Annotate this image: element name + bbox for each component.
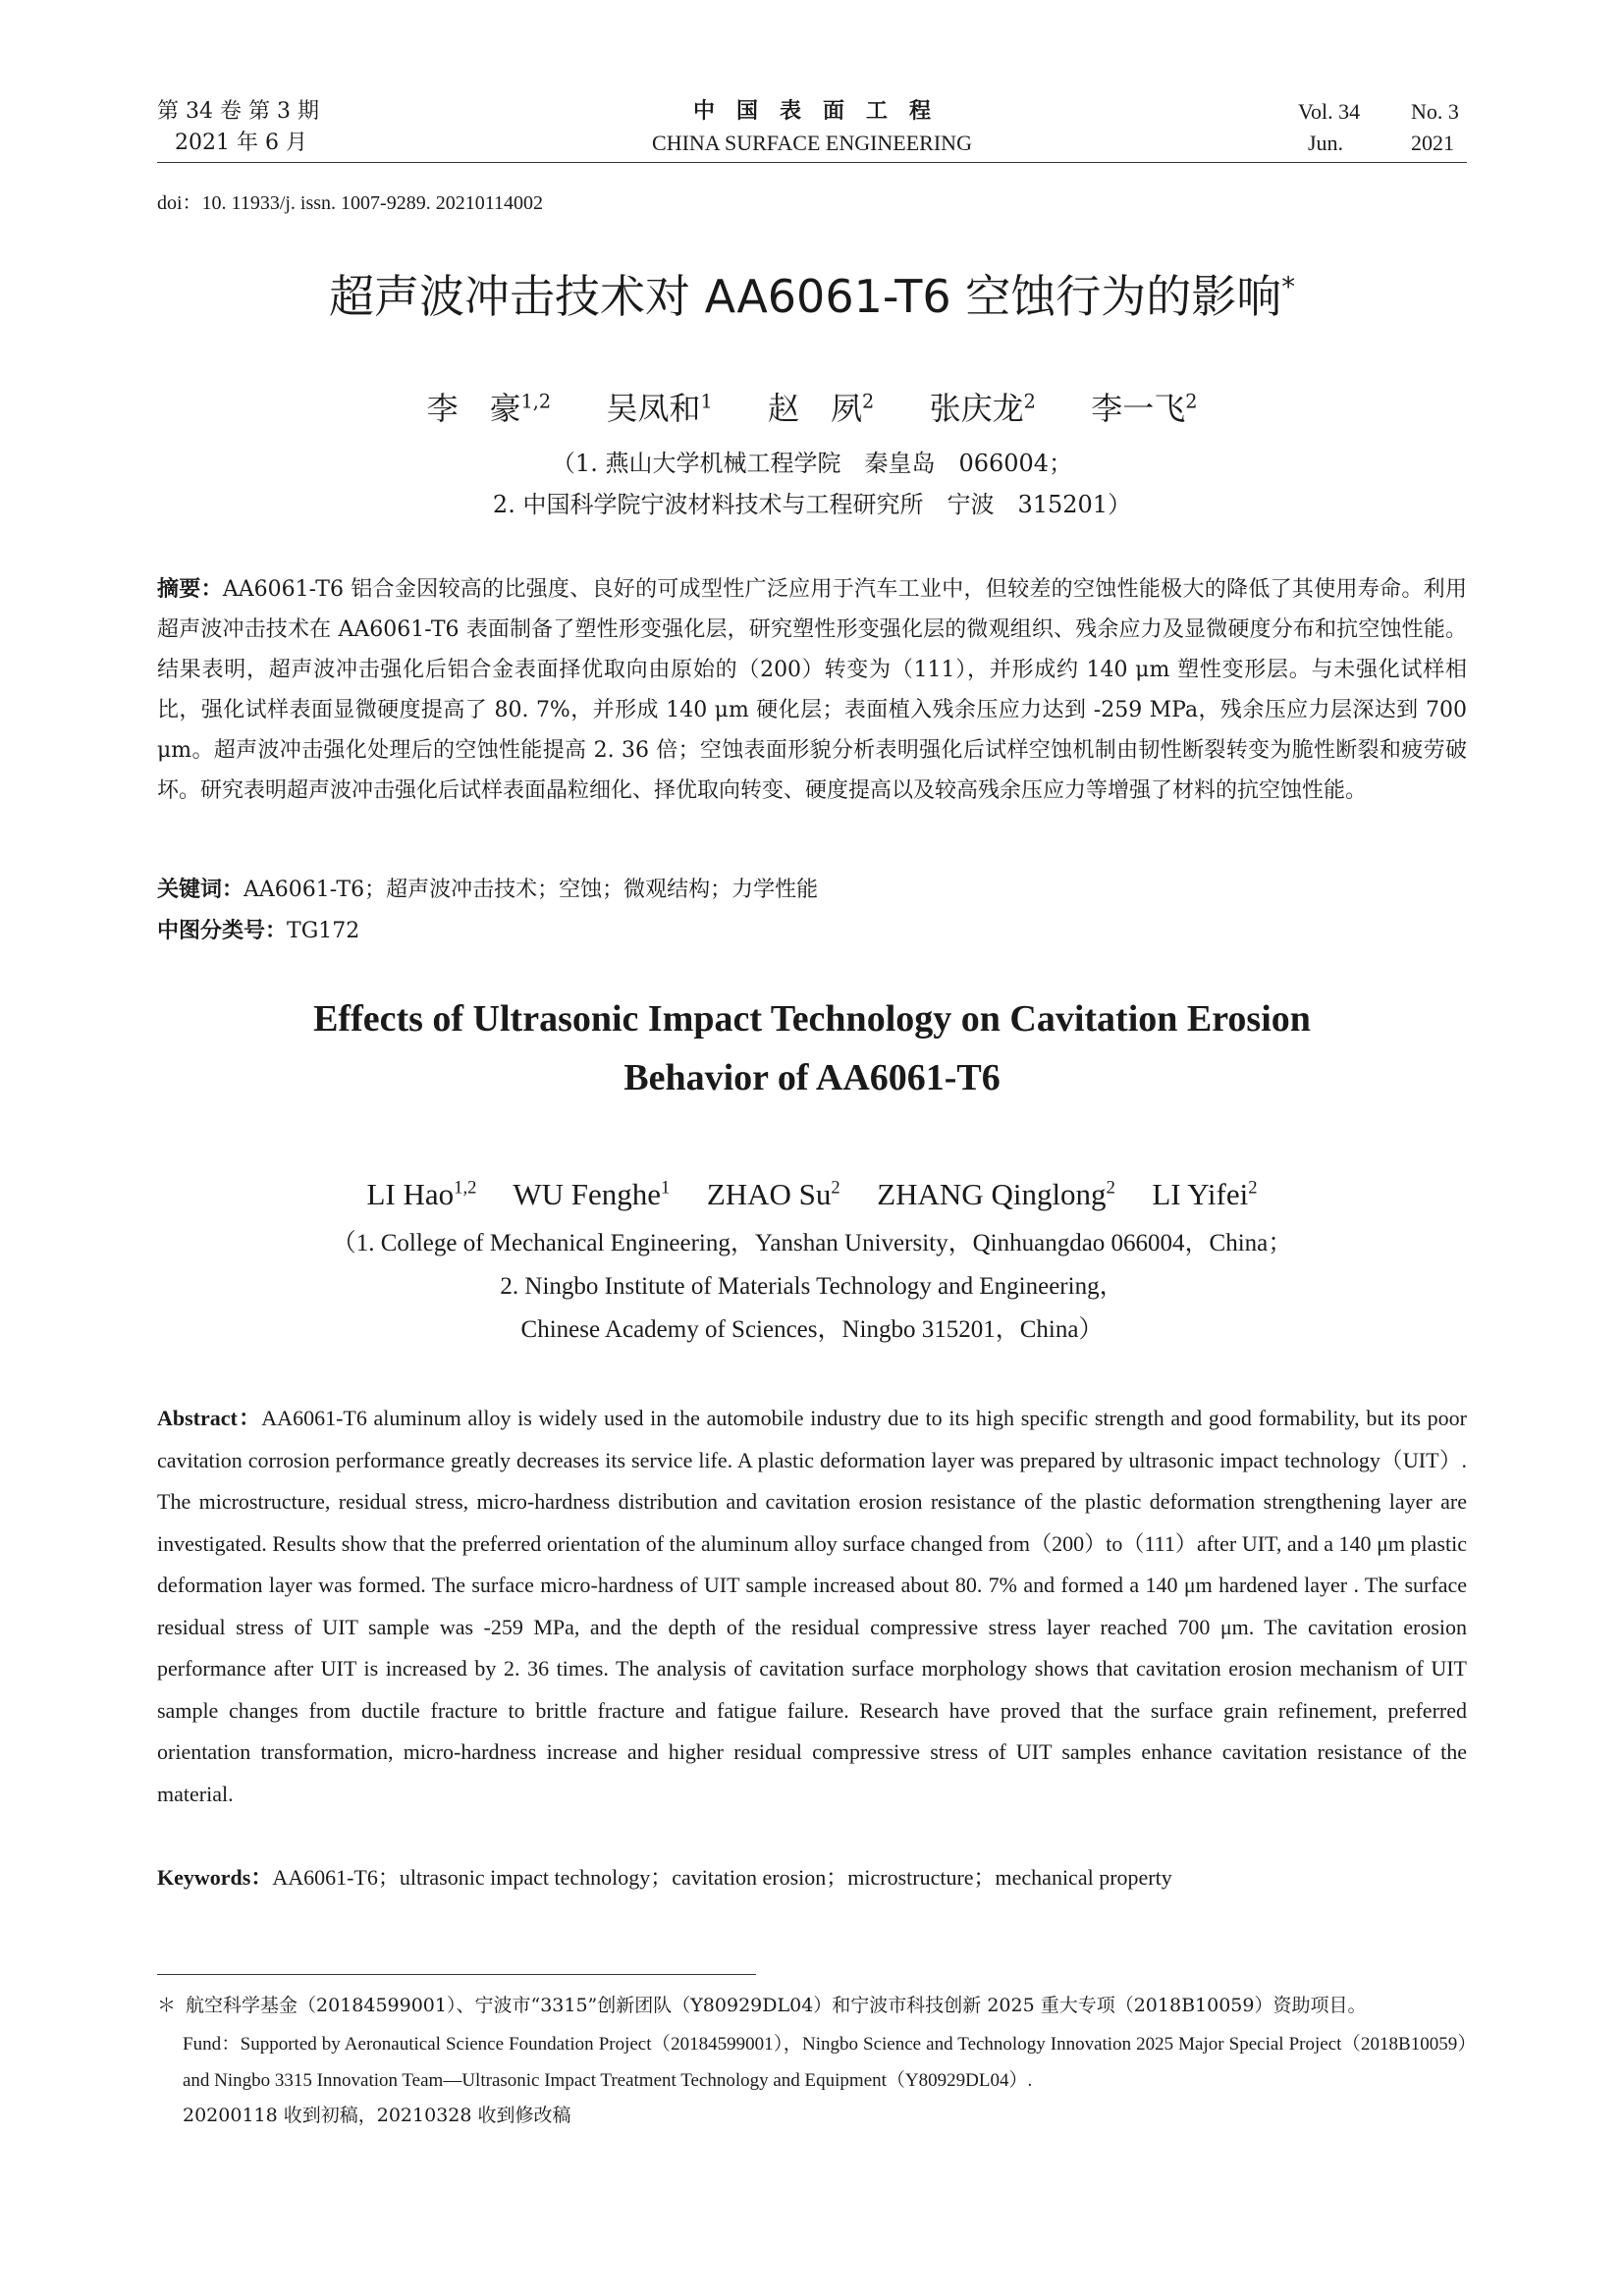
footnote-mark: ＊ [157,1995,177,2016]
title-en-line2: Behavior of AA6061-T6 [623,1057,1001,1098]
title-en-line1: Effects of Ultrasonic Impact Technology on Cavitation Erosion [313,998,1311,1040]
author-en-aff: 2 [1106,1177,1115,1199]
journal-name-en: CHINA SURFACE ENGINEERING [652,131,972,155]
author-en-aff: 2 [1248,1177,1258,1199]
journal-name-cn: 中 国 表 面 工 程 [692,99,931,124]
journal-year: 2021 [1411,131,1454,155]
title-cn-text: 超声波冲击技术对 AA6061-T6 空蚀行为的影响 [328,270,1282,323]
journal-volume-issue: 第 34 卷 第 3 期 [157,99,319,124]
keywords-en [157,1857,1467,1899]
author-cn-aff: 1 [700,390,713,413]
doi: doi：10. 11933/j. issn. 1007-9289. 20210114002 [157,192,543,214]
footnote-dates: 20200118 收到初稿，20210328 收到修改稿 [183,2105,571,2126]
author-en: LI Hao [366,1177,455,1211]
abstract-cn-text: AA6061-T6 铝合金因较高的比强度、良好的可成型性广泛应用于汽车工业中，但较差的空蚀性能极大的降低了其使用寿命。利用超声波冲击技术在 AA6061-T6 表面制备了塑性形变强化层，研究塑性形变强化层的微观组织、残余应力及显微硬度分布和抗空蚀性能。结果表明，超声波冲击强化后铝合金表面择优取向由原始的（200）转变为（111），并形成约 140 μm 塑性变形层。与未强化试样相比，强化试样表面显微硬度提高了 80. 7%，并形成 140 μm 硬化层；表面植入残余压应力达到 -259 MPa，残余压应力层深达到 700 μm。超声波冲击强化处理后的空蚀性能提高 2. 36 倍；空蚀表面形貌分析表明强化后试样空蚀机制由韧性断裂转变为脆性断裂和疲劳破坏。研究表明超声波冲击强化后试样表面晶粒细化、择优取向转变、硬度提高以及较高残余压应力等增强了材料的抗空蚀性能。 [157,577,1467,803]
author-cn: 赵 夙 [768,390,863,427]
author-cn: 张庆龙 [929,390,1024,427]
affiliation-en-3: Chinese Academy of Sciences，Ningbo 315201，China） [520,1316,1104,1343]
author-en-aff: 2 [831,1177,840,1199]
author-en: LI Yifei [1152,1177,1249,1211]
clc-label: 中图分类号： [157,919,288,943]
journal-date: 2021 年 6 月 [175,131,307,155]
clc-text: TG172 [287,919,360,943]
footnote-rule [157,1974,756,1975]
author-cn: 李一飞 [1091,390,1186,427]
abstract-cn [157,569,1467,811]
title-cn-footnote-mark: * [1281,270,1296,303]
abstract-en-label: Abstract： [157,1406,262,1430]
footnote-cn [157,1991,1467,2020]
author-en-aff: 1,2 [454,1177,477,1199]
author-en-aff: 1 [661,1177,671,1199]
author-cn-aff: 1,2 [520,390,552,413]
footnote-cn-text: 航空科学基金（20184599001）、宁波市“3315”创新团队（Y80929DL04）和宁波市科技创新 2025 重大专项（2018B10059）资助项目。 [186,1995,1367,2016]
author-en: WU Fenghe [513,1177,662,1211]
journal-vol: Vol. 34 [1298,99,1361,124]
authors-cn [0,387,1624,430]
journal-no: No. 3 [1411,99,1459,124]
keywords-en-text: AA6061-T6；ultrasonic impact technology；cavitation erosion；microstructure；mechanical property [272,1865,1172,1890]
keywords-en-label: Keywords： [157,1865,273,1890]
abstract-cn-label: 摘要： [157,577,223,602]
author-cn-aff: 2 [862,390,875,413]
affiliation-en-2: 2. Ningbo Institute of Materials Technology and Engineering， [500,1273,1124,1300]
author-cn: 吴凤和 [606,390,701,427]
author-en: ZHAO Su [706,1177,832,1211]
authors-en [0,1174,1624,1215]
affiliation-cn-1: （1. 燕山大学机械工程学院 秦皇岛 066004； [551,450,1073,477]
footnote-fund: Fund：Supported by Aeronautical Science Foundation Project（20184599001），Ningbo Science and Technology Innovation 2025 Major Special Project（2018B10059）and Ningbo 3315 Innovation Team—Ultrasonic Impact Treatment Technology and Equipment（Y80929DL04）. [183,2034,1467,2091]
journal-month: Jun. [1308,131,1344,155]
abstract-en [157,1398,1467,1815]
header-rule [157,162,1467,163]
title-cn [0,267,1624,326]
keywords-cn-label: 关键词： [157,878,244,902]
author-cn: 李 豪 [426,390,521,427]
clc-number [157,911,1467,951]
affiliation-cn-2: 2. 中国科学院宁波材料技术与工程研究所 宁波 315201） [492,491,1132,518]
keywords-cn [157,870,1467,910]
author-cn-aff: 2 [1023,390,1036,413]
abstract-en-text: AA6061-T6 aluminum alloy is widely used in the automobile industry due to its high specific strength and good formability, but its poor cavitation corrosion performance greatly decreases its service life. A plastic deformation layer was prepared by ultrasonic impact technology（UIT）. The microstructure, residual stress, micro-hardness distribution and cavitation erosion resistance of the plastic deformation strengthening layer are investigated. Results show that the preferred orientation of the aluminum alloy surface changed from（200）to（111）after UIT, and a 140 μm plastic deformation layer was formed. The surface micro-hardness of UIT sample increased about 80. 7% and formed a 140 μm hardened layer . The surface residual stress of UIT sample was -259 MPa, and the depth of the residual compressive stress layer reached 700 μm. The cavitation erosion performance after UIT is increased by 2. 36 times. The analysis of cavitation surface morphology shows that cavitation erosion mechanism of UIT sample changes from ductile fracture to brittle fracture and fatigue failure. Research have proved that the surface grain refinement, preferred orientation transformation, micro-hardness increase and higher residual compressive stress of UIT samples enhance cavitation resistance of the material. [157,1406,1467,1806]
keywords-cn-text: AA6061-T6；超声波冲击技术；空蚀；微观结构；力学性能 [244,878,819,902]
author-en: ZHANG Qinglong [877,1177,1107,1211]
author-cn-aff: 2 [1185,390,1198,413]
affiliation-en-1: （1. College of Mechanical Engineering，Yanshan University，Qinhuangdao 066004，China； [331,1230,1293,1256]
